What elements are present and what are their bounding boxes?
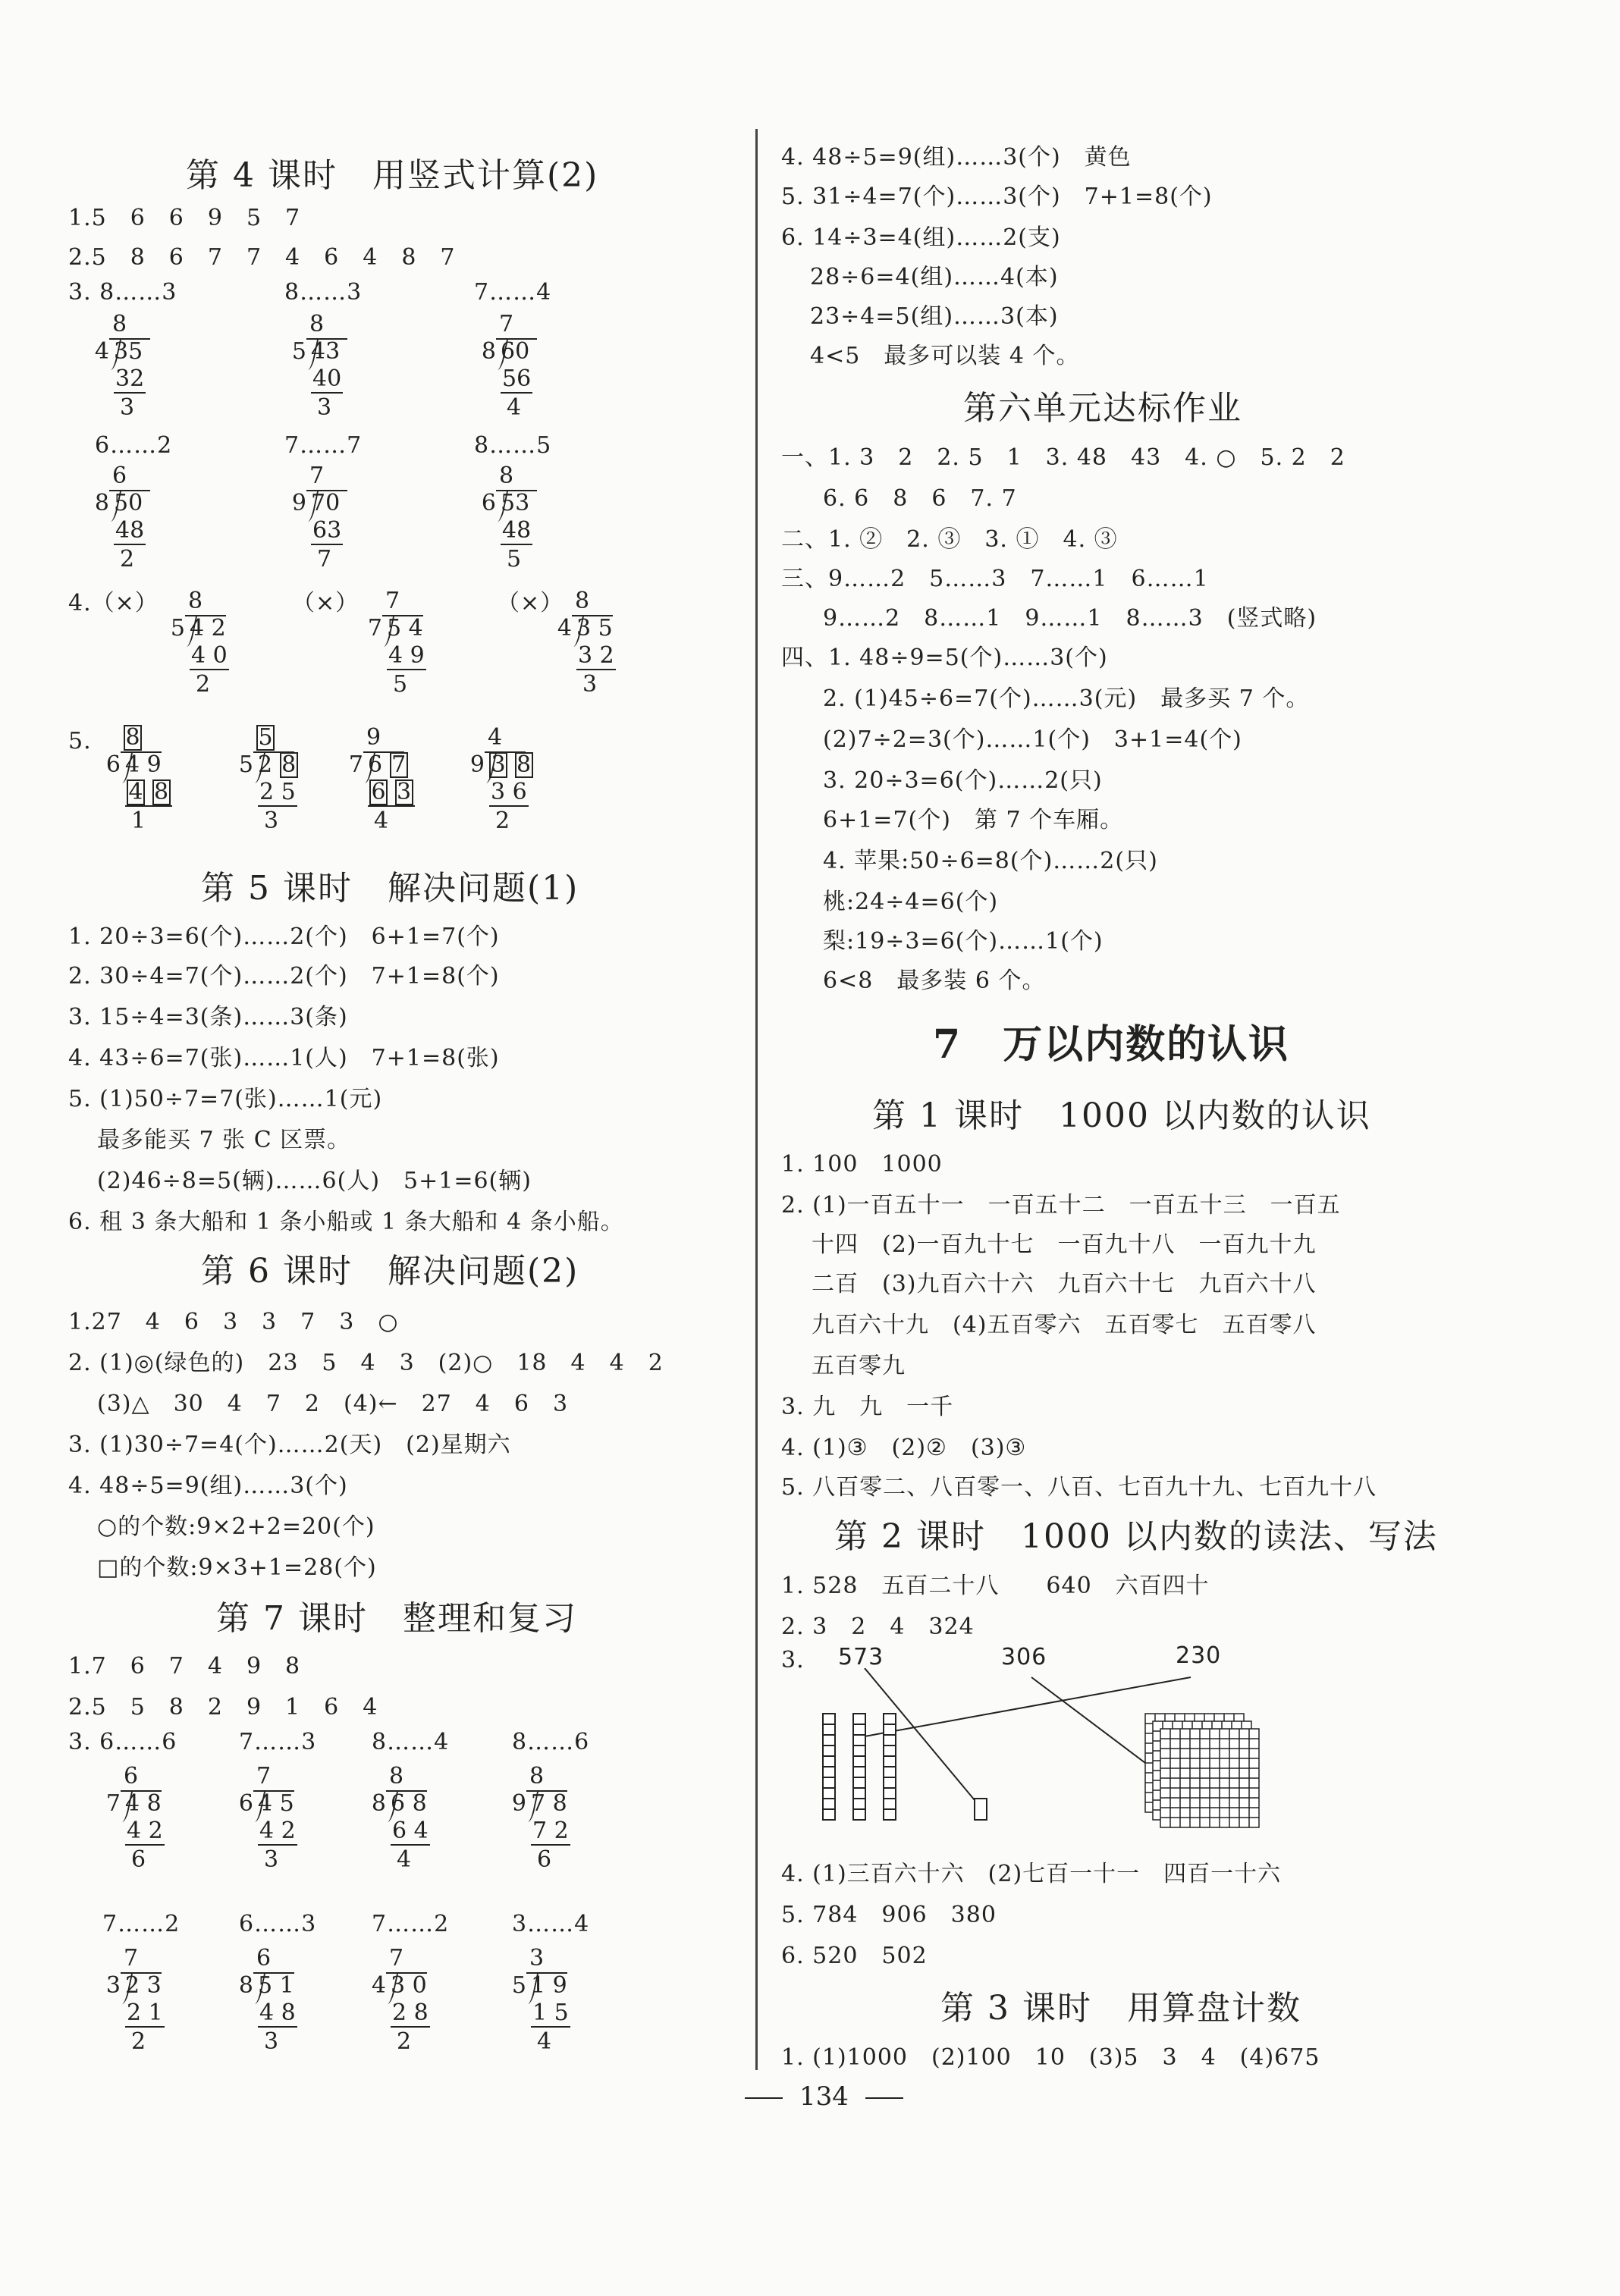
product: 63 — [312, 517, 342, 544]
long-division — [95, 1945, 178, 2055]
product: 4 8 — [259, 2000, 296, 2026]
dividend: 4 9 — [125, 751, 162, 778]
section-title-lesson5: 第 5 课时 解决问题(1) — [201, 869, 579, 908]
answer-line: 四、1. 48÷9=5(个)……3(个) — [781, 645, 1108, 671]
answer-line: 6. 6 8 6 7. 7 — [823, 485, 1017, 512]
product: 4 0 — [191, 642, 228, 669]
long-division — [459, 724, 542, 834]
dividend: 2 8 — [258, 751, 298, 778]
remainder: 7 — [317, 546, 332, 572]
remainder: 4 — [537, 2028, 552, 2055]
answer-line: 6……3 — [239, 1911, 317, 1937]
remainder: 3 — [264, 1846, 279, 1873]
answer-line: （×） — [497, 590, 564, 616]
answer-line: 28÷6=4(组)……4(本) — [810, 264, 1059, 290]
page-number: 134 — [728, 2081, 920, 2112]
divisor: 8 — [238, 1972, 253, 1999]
divisor: 6 — [238, 1790, 253, 1817]
product: 3 6 — [491, 779, 527, 805]
remainder: 5 — [507, 546, 522, 572]
remainder: 2 — [495, 808, 510, 834]
remainder: 2 — [120, 546, 135, 572]
section-title-lesson6: 第 6 课时 解决问题(2) — [201, 1252, 579, 1291]
answer-line: 九百六十九 (4)五百零六 五百零七 五百零八 — [812, 1312, 1317, 1338]
long-division — [501, 1763, 584, 1873]
product: 1 5 — [532, 2000, 569, 2026]
dividend: 2 3 — [125, 1972, 162, 1999]
dividend: 35 — [114, 338, 143, 365]
quotient: 7 — [256, 1763, 272, 1789]
divisor: 5 — [511, 1972, 526, 1999]
answer-line: 6+1=7(个) 第 7 个车厢。 — [823, 807, 1124, 833]
answer-line: 8……3 — [284, 279, 363, 306]
answer-line: 4. 苹果:50÷6=8(个)……2(只) — [823, 848, 1158, 874]
answer-line: 3. 8……3 — [68, 279, 177, 306]
long-division — [470, 311, 554, 421]
answer-line: ○的个数:9×2+2=20(个) — [97, 1513, 375, 1540]
long-division — [228, 1945, 311, 2055]
answer-line: 3. (1)30÷7=4(个)……2(天) (2)星期六 — [68, 1432, 511, 1458]
dividend: 4 2 — [190, 615, 226, 641]
answer-line: 十四 (2)一百九十七 一百九十八 一百九十九 — [812, 1231, 1317, 1258]
divisor: 8 — [371, 1790, 386, 1817]
dividend: 3 0 — [391, 1972, 427, 1999]
long-division — [281, 311, 364, 421]
remainder: 6 — [537, 1846, 552, 1873]
place-value-matching-diagram — [781, 1668, 1312, 1843]
answer-line: （×） — [292, 590, 359, 616]
divisor: 3 — [105, 1972, 121, 1999]
quotient: 3 — [529, 1945, 545, 1971]
divisor: 4 — [94, 338, 109, 365]
quotient: 4 — [488, 724, 503, 751]
answer-line: 6. 520 502 — [781, 1943, 928, 1969]
product: 4 2 — [259, 1818, 296, 1844]
answer-line: 5. 31÷4=7(个)……3(个) 7+1=8(个) — [781, 183, 1213, 210]
long-division — [338, 724, 421, 834]
divisor: 7 — [348, 751, 363, 778]
dividend: 1 9 — [531, 1972, 567, 1999]
answer-line: 6<8 最多装 6 个。 — [823, 968, 1046, 994]
product: 2 5 — [259, 779, 296, 805]
quotient: 7 — [389, 1945, 404, 1971]
answer-line: 8……4 — [372, 1729, 450, 1755]
quotient: 8 — [575, 588, 590, 614]
answer-line: 7……2 — [372, 1911, 450, 1937]
dividend: 6 8 — [391, 1790, 427, 1817]
answer-line: 23÷4=5(组)……3(本) — [810, 303, 1059, 330]
quotient: 7 — [385, 588, 400, 614]
long-division — [228, 724, 311, 834]
quotient: 5 — [256, 724, 275, 751]
remainder: 3 — [582, 671, 598, 698]
divisor: 9 — [291, 490, 306, 516]
answer-line: 2. 3 2 4 324 — [781, 1614, 975, 1640]
dividend: 70 — [311, 490, 341, 516]
long-division — [360, 1763, 444, 1873]
answer-line: 最多能买 7 张 C 区票。 — [97, 1127, 351, 1153]
product: 2 1 — [127, 2000, 163, 2026]
long-division — [95, 724, 178, 834]
dividend: 3 8 — [489, 751, 533, 778]
divisor: 4 — [557, 615, 572, 641]
remainder: 3 — [120, 394, 135, 421]
dividend: 5 1 — [258, 1972, 294, 1999]
dividend: 53 — [501, 490, 530, 516]
divisor: 7 — [105, 1790, 121, 1817]
remainder: 2 — [131, 2028, 146, 2055]
answer-line: 梨:19÷3=6(个)……1(个) — [823, 928, 1104, 955]
answer-line: 7……7 — [284, 432, 363, 459]
answer-line: 2.5 8 6 7 7 4 6 4 8 7 — [68, 244, 456, 271]
product: 6 4 — [392, 1818, 429, 1844]
answer-line: 3. 6……6 — [68, 1729, 177, 1755]
product: 48 — [115, 517, 145, 544]
product: 32 — [115, 365, 145, 392]
chapter-title: 7 万以内数的认识 — [933, 1021, 1290, 1068]
divisor: 8 — [481, 338, 496, 365]
answer-line: 4.（×） — [68, 590, 159, 616]
long-division — [95, 1763, 178, 1873]
long-division — [470, 463, 554, 572]
answer-line: 5. 784 906 380 — [781, 1902, 997, 1928]
number-label-306: 306 — [1001, 1644, 1047, 1670]
answer-line: 3. 15÷4=3(条)……3(条) — [68, 1004, 348, 1030]
divisor: 8 — [94, 490, 109, 516]
section-title-unit6: 第六单元达标作业 — [963, 389, 1242, 428]
divisor: 7 — [367, 615, 382, 641]
answer-line: 2. (1)一百五十一 一百五十二 一百五十三 一百五 — [781, 1192, 1341, 1219]
answer-line: 二百 (3)九百六十六 九百六十七 九百六十八 — [812, 1271, 1317, 1297]
answer-line: 2.5 5 8 2 9 1 6 4 — [68, 1694, 378, 1720]
product: 4 8 — [125, 779, 172, 807]
product: 40 — [312, 365, 342, 392]
answer-line: 桃:24÷4=6(个) — [823, 889, 999, 915]
quotient: 6 — [112, 463, 127, 489]
divisor: 5 — [291, 338, 306, 365]
remainder: 3 — [317, 394, 332, 421]
dividend: 4 5 — [258, 1790, 294, 1817]
quotient: 8 — [389, 1763, 404, 1789]
remainder: 4 — [397, 1846, 412, 1873]
quotient: 8 — [112, 311, 127, 337]
divisor: 5 — [170, 615, 185, 641]
dividend: 4 8 — [125, 1790, 162, 1817]
divisor: 5 — [238, 751, 253, 778]
quotient: 7 — [124, 1945, 139, 1971]
long-division — [159, 588, 243, 698]
section-title-c3: 第 3 课时 用算盘计数 — [940, 1989, 1301, 2028]
quotient: 8 — [188, 588, 203, 614]
quotient: 8 — [529, 1763, 545, 1789]
long-division — [501, 1945, 584, 2055]
quotient: 9 — [366, 724, 381, 751]
answer-line: 三、9……2 5……3 7……1 6……1 — [781, 566, 1209, 592]
remainder: 4 — [374, 808, 389, 834]
answer-line: 4. (1)三百六十六 (2)七百一十一 四百一十六 — [781, 1861, 1282, 1887]
answer-line: (3)△ 30 4 7 2 (4)← 27 4 6 3 — [97, 1391, 569, 1417]
answer-line: 1. (1)1000 (2)100 10 (3)5 3 4 (4)675 — [781, 2044, 1320, 2071]
long-division — [83, 311, 167, 421]
product: 2 8 — [392, 2000, 429, 2026]
product: 48 — [502, 517, 532, 544]
dividend: 6 7 — [368, 751, 408, 778]
answer-line: 2. 30÷4=7(个)……2(个) 7+1=8(个) — [68, 963, 500, 990]
long-division — [356, 588, 440, 698]
answer-line: 6. 租 3 条大船和 1 条小船或 1 条大船和 4 条小船。 — [68, 1209, 624, 1235]
quotient: 6 — [124, 1763, 139, 1789]
dividend: 43 — [311, 338, 341, 365]
section-title-c2: 第 2 课时 1000 以内数的读法、写法 — [834, 1517, 1438, 1556]
quotient: 7 — [499, 311, 514, 337]
section-title-lesson4: 第 4 课时 用竖式计算(2) — [186, 156, 599, 195]
answer-line: 8……6 — [512, 1729, 590, 1755]
answer-line: 4. 43÷6=7(张)……1(人) 7+1=8(张) — [68, 1045, 500, 1071]
answer-line: 一、1. 3 2 2. 5 1 3. 48 43 4. ○ 5. 2 2 — [781, 444, 1345, 471]
product: 3 2 — [578, 642, 614, 669]
answer-line: 7……4 — [474, 279, 552, 306]
quotient: 8 — [309, 311, 325, 337]
product: 4 9 — [388, 642, 425, 669]
answer-line: 4. 48÷5=9(组)……3(个) — [68, 1473, 348, 1499]
answer-line: 5. — [68, 728, 92, 754]
divisor: 6 — [481, 490, 496, 516]
divisor: 9 — [511, 1790, 526, 1817]
answer-line: 4. (1)③ (2)② (3)③ — [781, 1435, 1027, 1461]
answer-line: (2)46÷8=5(辆)……6(人) 5+1=6(辆) — [97, 1168, 532, 1194]
section-title-lesson7: 第 7 课时 整理和复习 — [216, 1599, 577, 1638]
dividend: 50 — [114, 490, 143, 516]
remainder: 3 — [264, 808, 279, 834]
product: 4 2 — [127, 1818, 163, 1844]
answer-line: 4. 48÷5=9(组)……3(个) 黄色 — [781, 144, 1132, 171]
long-division — [281, 463, 364, 572]
long-division — [83, 463, 167, 572]
answer-line: 1. 100 1000 — [781, 1151, 943, 1178]
quotient: 7 — [309, 463, 325, 489]
quotient: 8 — [124, 724, 142, 751]
remainder: 2 — [196, 671, 211, 698]
section-title-c1: 第 1 课时 1000 以内数的认识 — [872, 1096, 1371, 1135]
dividend: 7 8 — [531, 1790, 567, 1817]
quotient: 6 — [256, 1945, 272, 1971]
long-division — [360, 1945, 444, 2055]
unit-cubes — [975, 1799, 987, 1820]
answer-line: 3. — [781, 1647, 805, 1673]
column-divider — [755, 129, 758, 2070]
answer-line: 8……5 — [474, 432, 552, 459]
answer-line: 3. 20÷3=6(个)……2(只) — [823, 767, 1103, 794]
answer-line: 1.5 6 6 9 5 7 — [68, 205, 301, 231]
dividend: 5 4 — [387, 615, 423, 641]
dividend: 60 — [501, 338, 530, 365]
answer-line: 1.7 6 7 4 9 8 — [68, 1653, 301, 1680]
answer-line: 1.27 4 6 3 3 7 3 ○ — [68, 1309, 399, 1335]
remainder: 3 — [264, 2028, 279, 2055]
answer-line: 9……2 8……1 9……1 8……3 (竖式略) — [823, 605, 1317, 632]
remainder: 4 — [507, 394, 522, 421]
long-division — [546, 588, 629, 698]
remainder: 5 — [393, 671, 408, 698]
product: 56 — [502, 365, 532, 392]
answer-line: 2. (1)◎(绿色的) 23 5 4 3 (2)○ 18 4 4 2 — [68, 1350, 664, 1376]
divisor: 4 — [371, 1972, 386, 1999]
product: 6 3 — [368, 779, 415, 807]
number-label-573: 573 — [838, 1644, 884, 1670]
answer-line: 2. (1)45÷6=7(个)……3(元) 最多买 7 个。 — [823, 685, 1310, 712]
answer-line: 3. 九 九 一千 — [781, 1394, 954, 1420]
answer-line: 二、1. ② 2. ③ 3. ① 4. ③ — [781, 526, 1118, 553]
remainder: 6 — [131, 1846, 146, 1873]
answer-line: 5. (1)50÷7=7(张)……1(元) — [68, 1086, 383, 1112]
product: 7 2 — [532, 1818, 569, 1844]
long-division — [228, 1763, 311, 1873]
answer-line: 五百零九 — [812, 1353, 906, 1379]
answer-line: 1. 20÷3=6(个)……2(个) 6+1=7(个) — [68, 924, 500, 950]
answer-line: 4<5 最多可以装 4 个。 — [810, 343, 1080, 369]
remainder: 2 — [397, 2028, 412, 2055]
answer-line: 5. 八百零二、八百零一、八百、七百九十九、七百九十八 — [781, 1474, 1377, 1501]
answer-line: 6. 14÷3=4(组)……2(支) — [781, 224, 1061, 251]
dividend: 3 5 — [576, 615, 613, 641]
answer-line: 6……2 — [95, 432, 173, 459]
divisor: 9 — [469, 751, 485, 778]
answer-line: □的个数:9×3+1=28(个) — [97, 1554, 377, 1581]
number-label-230: 230 — [1176, 1642, 1222, 1669]
answer-line: (2)7÷2=3(个)……1(个) 3+1=4(个) — [823, 726, 1242, 753]
quotient: 8 — [499, 463, 514, 489]
answer-line: 3……4 — [512, 1911, 590, 1937]
divisor: 6 — [105, 751, 121, 778]
answer-line: 7……2 — [102, 1911, 181, 1937]
answer-line: 7……3 — [239, 1729, 317, 1755]
remainder: 1 — [131, 808, 146, 834]
answer-line: 1. 528 五百二十八 640 六百四十 — [781, 1573, 1210, 1599]
